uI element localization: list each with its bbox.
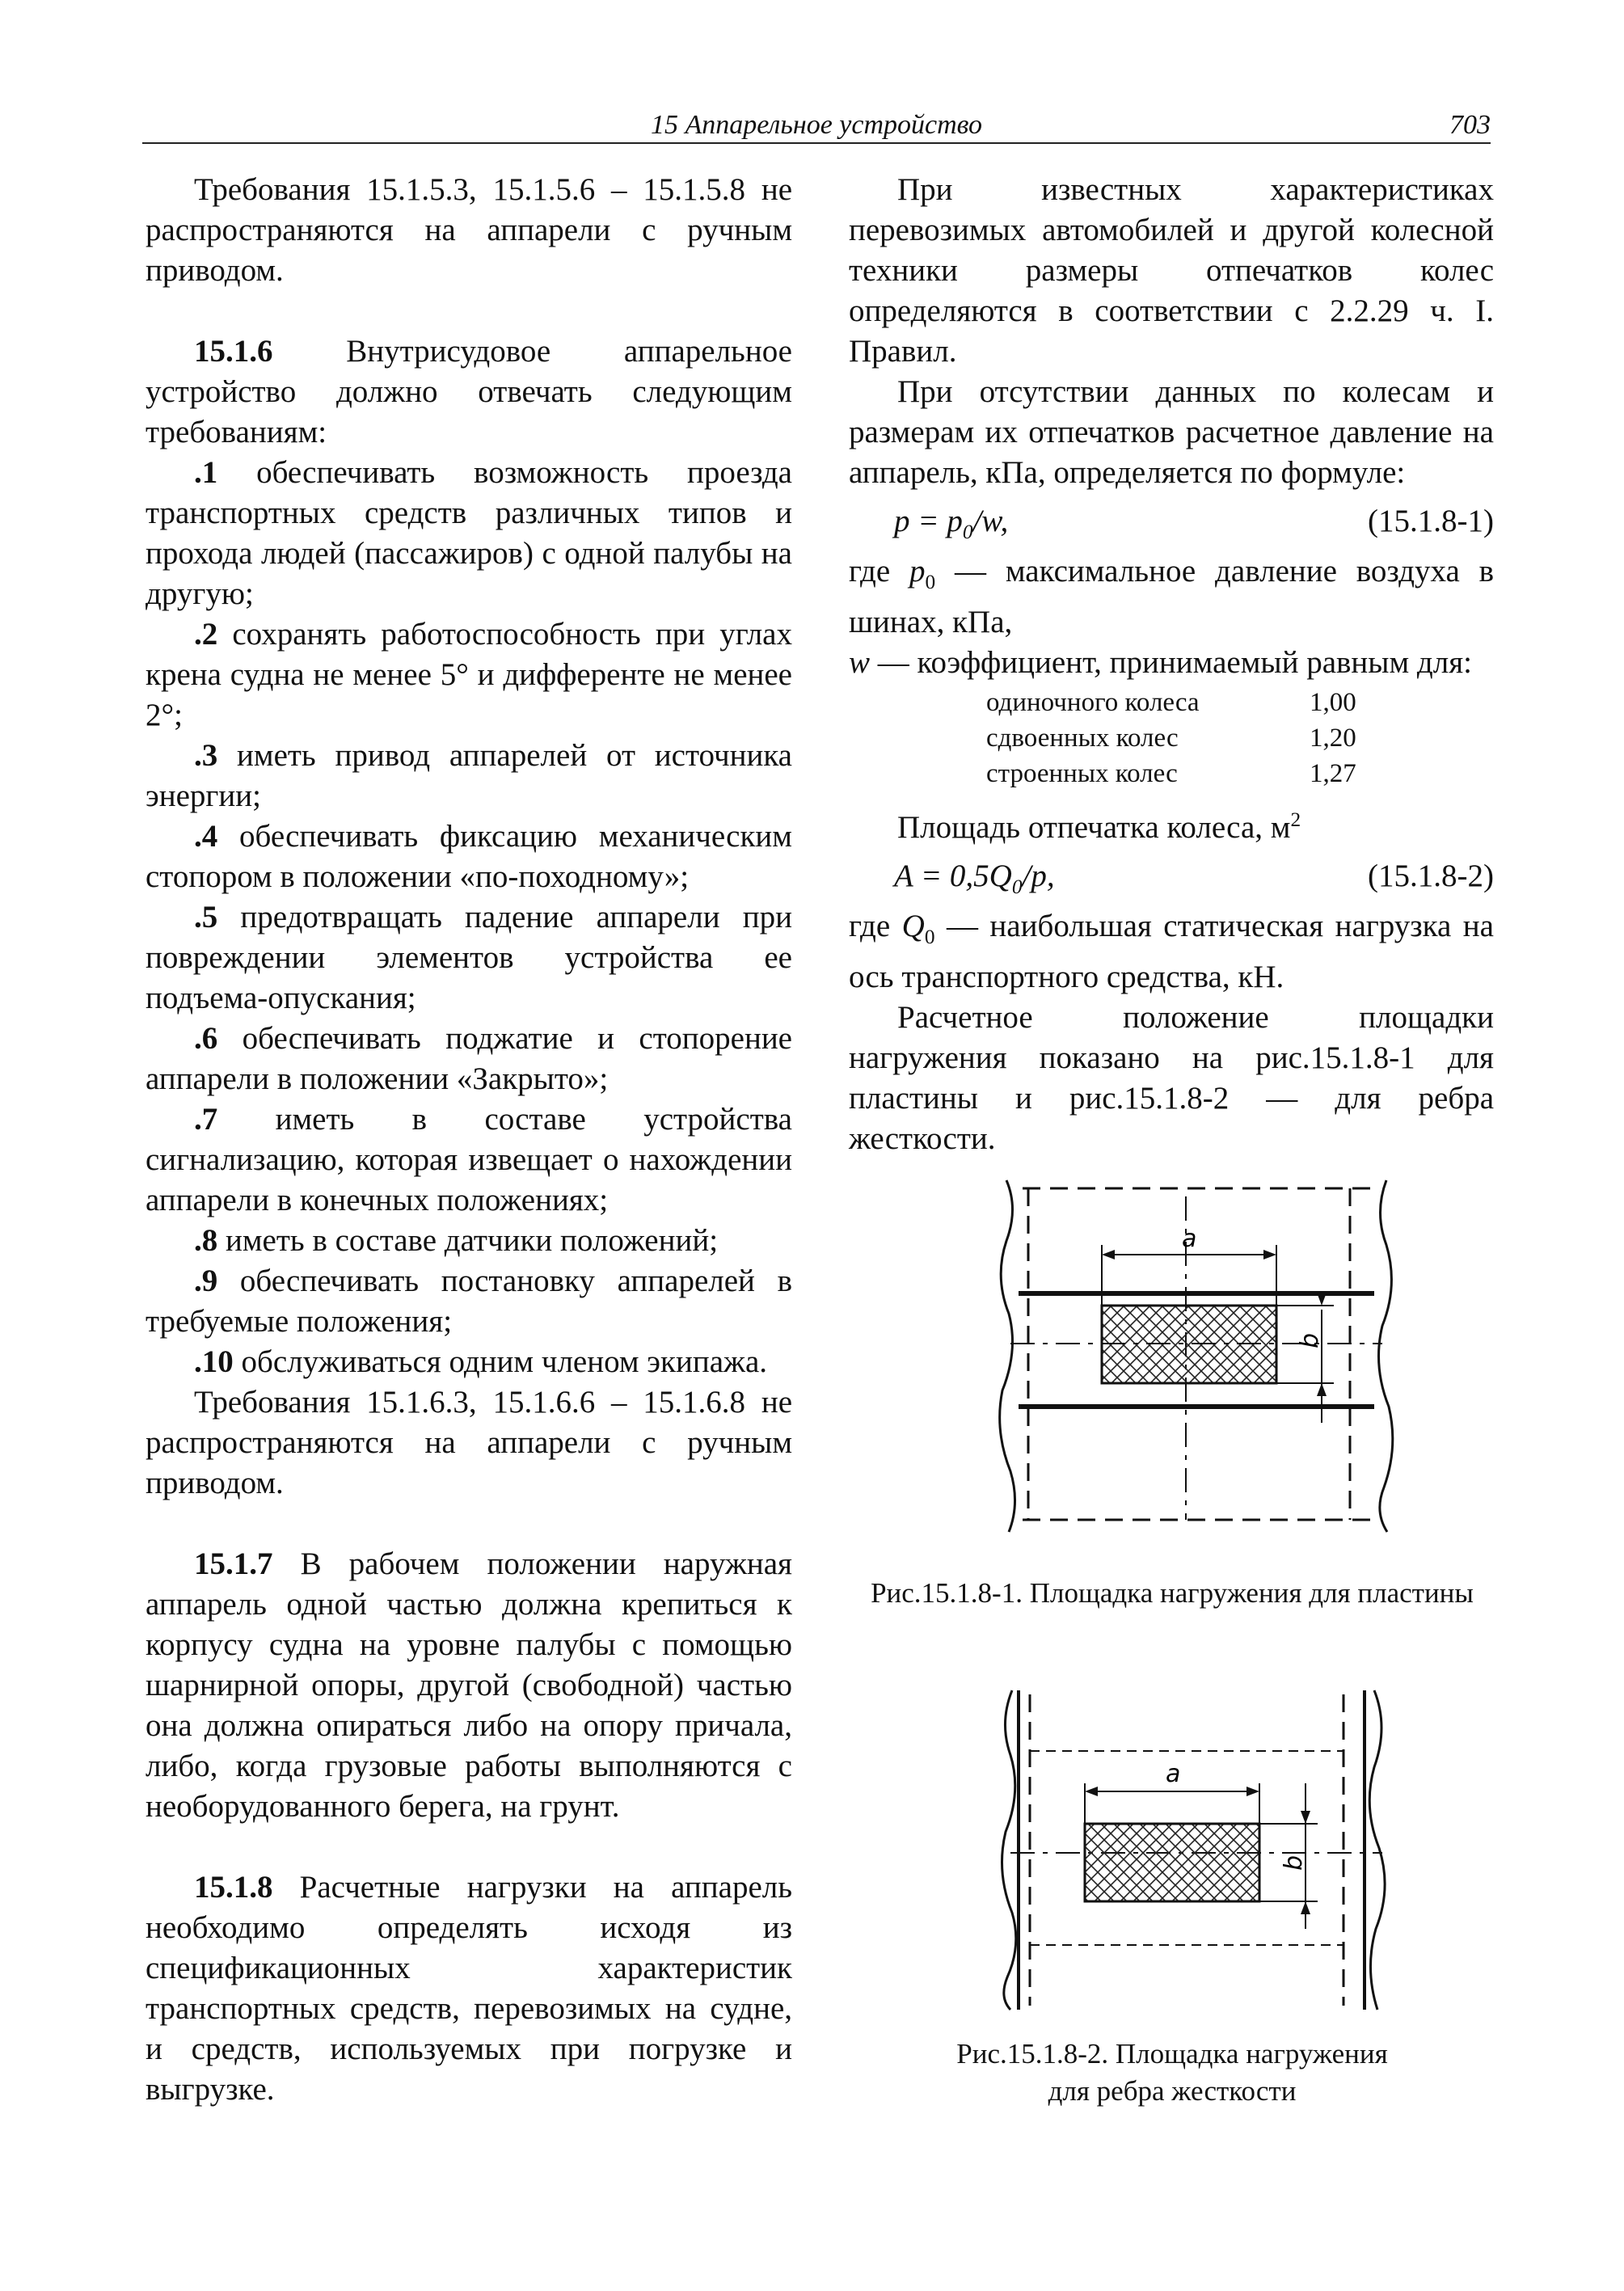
list-item: .10 обслуживаться одним членом экипажа. [194,1344,768,1379]
figure-2-caption: Рис.15.1.8-2. Площадка нагружения для ребра жесткости [956,2038,1388,2107]
figure-1-caption: Рис.15.1.8-1. Площадка нагружения для пластины [871,1577,1474,1609]
page-header [142,107,1491,144]
area-label: Площадь отпечатка колеса, $м^2$ [897,808,1301,845]
left-column [146,170,792,2110]
list-item: .2 сохранять работоспособность при углах крена судна не менее 5° и дифференте не менее 2°; [146,617,792,732]
page-number: 703 [1449,110,1491,140]
list-item: .1 обеспечивать возможность проезда транспортных средств различных типов и прохода людей (пассажиров) с одной палубы на другую; [146,455,792,611]
section-title: 15 Аппарельное устройство [651,110,982,140]
formula-number: (15.1.8-2) [1368,858,1494,893]
list-item: .4 обеспечивать фиксацию механическим стопором в положении «по-походному»; [146,819,792,894]
list-item: .7 иметь в составе устройства сигнализацию, которая извещает о нахождении аппарели в конечных положениях; [146,1102,792,1217]
table-row: сдвоенных колес 1,20 [986,723,1356,753]
list-item: .6 обеспечивать поджатие и стопорение аппарели в положении «Закрыто»; [146,1021,792,1096]
paragraph: Требования 15.1.5.3, 15.1.5.6 – 15.1.5.8 не распространяются на аппарели с ручным приводом. [146,172,792,288]
formula-number: (15.1.8-1) [1368,504,1494,538]
paragraph-15-1-7: 15.1.7 В рабочем положении наружная аппарель одной частью должна крепиться к корпусу судна на уровне палубы с помощью шарнирной опоры, другой (свободной) частью она должна опираться либо на опору причала, либо, когда грузовые работы выполняются с необорудованного берега, на грунт. [146,1546,792,1824]
dimension-label-a: a [1166,1760,1181,1788]
clause-number: 15.1.6 [194,334,273,369]
list-item: .5 предотвращать падение аппарели при повреждении элементов устройства ее подъема-опускания; [146,900,792,1015]
clause-number: 15.1.7 [194,1546,273,1581]
figure-stiffener-loading-area [994,1678,1398,2018]
formula-15-1-8-2: $A = 0,5Q_0/p$, (15.1.8-2) [849,856,1494,901]
formula-15-1-8-1: $p = p_0/w$, (15.1.8-1) [849,501,1494,546]
where-clause: где $p_0$ — максимальное давление воздуха в шинах, кПа, [849,554,1494,639]
paragraph: При отсутствии данных по колесам и размерам их отпечатков расчетное давление на аппарель, кПа, определяется по формуле: [849,374,1494,490]
paragraph: Требования 15.1.6.3, 15.1.6.6 – 15.1.6.8 не распространяются на аппарели с ручным приводом. [146,1385,792,1500]
list-item: .3 иметь привод аппарелей от источника энергии; [146,738,792,813]
paragraph: Расчетное положение площадки нагружения показано на рис.15.1.8-1 для пластины и рис.15.1.8-2 — для ребра жесткости. [849,999,1494,1156]
clause-number: 15.1.8 [194,1870,273,1905]
table-row: строенных колес 1,27 [986,758,1356,788]
where-clause: w — коэффициент, принимаемый равным для: [849,644,1473,680]
paragraph: При известных характеристиках перевозимых автомобилей и другой колесной техники размеры отпечатков колес определяются в соответствии с 2.2.29 ч. I. Правил. [849,172,1494,369]
right-column [849,170,1494,1159]
table-row: одиночного колеса 1,00 [986,687,1356,717]
dimension-label-b: b [1280,1854,1308,1871]
coefficient-table [986,685,1494,791]
dimension-label-b: b [1296,1332,1324,1348]
list-item: .8 иметь в составе датчики положений; [194,1223,719,1258]
paragraph-15-1-6: 15.1.6 Внутрисудовое аппарельное устройство должно отвечать следующим требованиям: [146,334,792,449]
where-clause: где $Q_0$ — наибольшая статическая нагрузка на ось транспортного средства, кН. [849,908,1494,994]
paragraph-15-1-8: 15.1.8 Расчетные нагрузки на аппарель необходимо определять исходя из спецификационных характеристик транспортных средств, перевозимых на судне, и средств, используемых при погрузке и выгрузке. [146,1870,792,2107]
dimension-label-a: a [1182,1225,1197,1253]
figure-plate-loading-area [994,1164,1398,1552]
list-item: .9 обеспечивать постановку аппарелей в требуемые положения; [146,1264,792,1339]
